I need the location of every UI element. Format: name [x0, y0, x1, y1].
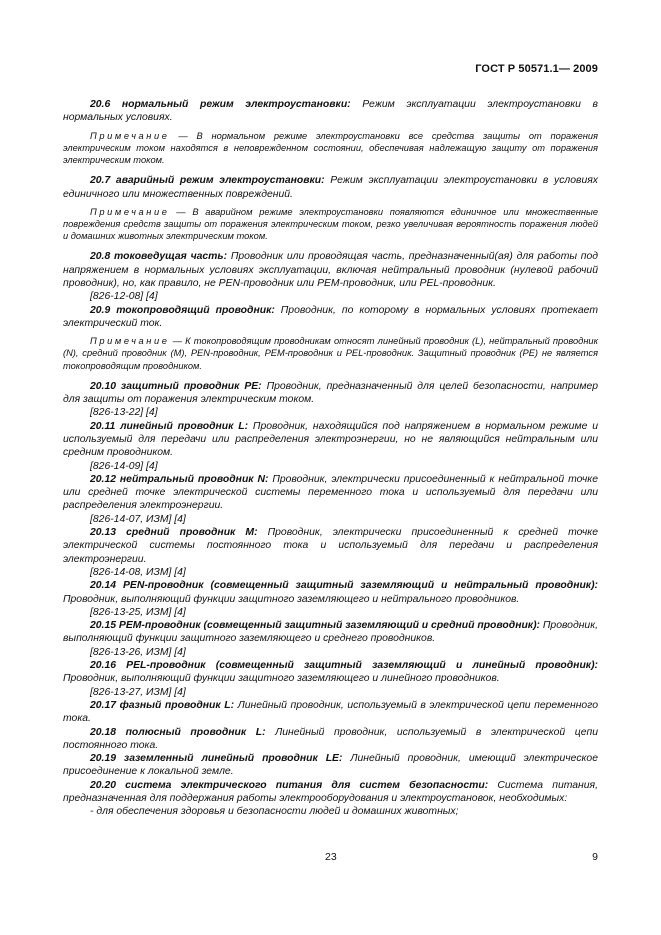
note-text: — К токопроводящим проводникам относят линейный проводник (L), нейтральный проводник (N), средний проводник (M), PEN-проводник, PEM-проводник и PEL-проводник. Защитный проводник (PE) не является токопроводящим проводником. [63, 336, 598, 371]
definition-20-13 [63, 526, 598, 566]
note-label: Примечание [90, 336, 170, 347]
definition-text: Режим эксплуатации электроустановки в нормальных условиях. [63, 99, 598, 124]
definition-20-10 [63, 380, 598, 407]
definition-text: Проводник, предназначенный для целей безопасности, например для защиты от поражения электрическим током. [63, 380, 598, 406]
term: 20.18 полюсный проводник L: [90, 726, 266, 738]
definition-text: Проводник, электрически присоединенный к нейтральной точке или средней точке электрической системы переменного тока и используемый для передачи или распределения электроэнергии. [63, 473, 598, 512]
list-item: - для обеспечения здоровья и безопасности людей и домашних животных; [90, 806, 459, 818]
definition-20-9 [63, 304, 598, 331]
definition-20-14 [63, 579, 598, 606]
reference: [826-13-26, ИЗМ] [4] [90, 646, 186, 658]
note [63, 206, 598, 243]
term: 20.9 токопроводящий проводник: [90, 304, 275, 316]
page-number: 9 [592, 851, 598, 863]
definition-text: Проводник, находящийся под напряжением в нормальном режиме и используемый для передачи или распределения электроэнергии, но не являющийся нейтральным или средним проводником. [63, 420, 598, 459]
definition-text: Проводник, выполняющий функции защитного заземляющего и среднего проводников. [63, 620, 598, 645]
term: 20.10 защитный проводник PE: [90, 380, 262, 392]
definition-20-20 [63, 779, 598, 806]
definition-20-8 [63, 250, 598, 290]
term: 20.8 токоведущая часть: [90, 251, 228, 263]
term: 20.20 система электрического питания для систем безопасности: [90, 779, 489, 791]
definition-20-15 [63, 619, 598, 646]
reference: [826-13-25, ИЗМ] [4] [90, 606, 186, 618]
reference: [826-14-07, ИЗМ] [4] [90, 513, 186, 525]
definition-20-12 [63, 473, 598, 513]
standard-page-number: 23 [325, 851, 337, 863]
term: 20.16 PEL-проводник (совмещенный защитный заземляющий и линейный проводник): [90, 660, 598, 672]
term: 20.7 аварийный режим электроустановки: [90, 175, 325, 187]
note [63, 130, 598, 167]
note-label: Примечание [90, 130, 170, 141]
term: 20.19 заземленный линейный проводник LE: [90, 753, 343, 765]
definition-text: Проводник, по которому в нормальных условиях протекает электрический ток. [63, 304, 598, 329]
definition-text: Проводник, электрически присоединенный к средней точке электрической системы постоянного тока и используемый для передачи и распределения электроэнергии. [63, 527, 598, 565]
definition-20-17 [63, 699, 598, 726]
term: 20.6 нормальный режим электроустановки: [90, 99, 351, 110]
reference: [826-14-09] [4] [90, 460, 158, 472]
definition-text: Линейный проводник, используемый в электрической цепи переменного тока. [63, 699, 598, 725]
term: 20.11 линейный проводник L: [90, 420, 249, 432]
definition-text: Система питания, предназначенная для поддержания работы электрооборудования и электроустановок, необходимых: [63, 779, 598, 804]
definition-20-18 [63, 726, 598, 753]
reference: [826-12-08] [4] [90, 291, 158, 303]
term: 20.12 нейтральный проводник N: [90, 473, 269, 485]
definition-20-11 [63, 420, 598, 460]
definition-20-7 [63, 174, 598, 201]
definition-text: Линейный проводник, имеющий электрическое присоединение к локальной земле. [63, 753, 598, 778]
note-text: — В нормальном режиме электроустановки все средства защиты от поражения электрическим током находятся в неповрежденном состоянии, обеспечивая надлежащую защиту от поражения электрическим током. [63, 130, 598, 165]
term: 20.17 фазный проводник L: [90, 699, 235, 711]
note-text: — В аварийном режиме электроустановки появляются единичное или множественные повреждения средств защиты от поражения электрическим током, резко увеличивая вероятность поражения людей и домашних животных электрическим током. [63, 206, 598, 242]
note [63, 335, 598, 372]
definition-text: Режим эксплуатации электроустановки в условиях единичного или множественных повреждений. [63, 175, 598, 200]
term: 20.15 PEM-проводник (совмещенный защитный заземляющий и средний проводник): [90, 620, 540, 632]
term: 20.14 PEN-проводник (совмещенный защитный заземляющий и нейтральный проводник): [90, 580, 598, 592]
note-label: Примечание [90, 206, 170, 217]
definition-20-16 [63, 659, 598, 686]
definition-text: Линейный проводник, используемый в электрической цепи постоянного тока. [63, 726, 599, 751]
definition-text: Проводник, выполняющий функции защитного заземляющего и нейтрального проводников. [63, 593, 520, 605]
reference: [826-13-27, ИЗМ] [4] [90, 686, 186, 698]
reference: [826-13-22] [4] [90, 407, 158, 419]
definition-text: Проводник, выполняющий функции защитного заземляющего и линейного проводников. [63, 673, 500, 685]
document-body [63, 98, 598, 819]
definition-20-6 [63, 98, 598, 125]
definition-20-19 [63, 752, 598, 779]
document-header: ГОСТ Р 50571.1— 2009 [475, 63, 598, 75]
definition-text: Проводник или проводящая часть, предназначенный(ая) для работы под напряжением в нормальных условиях эксплуатации, включая нейтральный проводник (нулевой рабочий проводник), но, как правило, не PEN-проводник или PEM-проводник, или PEL-проводник. [63, 251, 599, 289]
reference: [826-14-08, ИЗМ] [4] [90, 566, 186, 578]
term: 20.13 средний проводник M: [90, 527, 258, 539]
